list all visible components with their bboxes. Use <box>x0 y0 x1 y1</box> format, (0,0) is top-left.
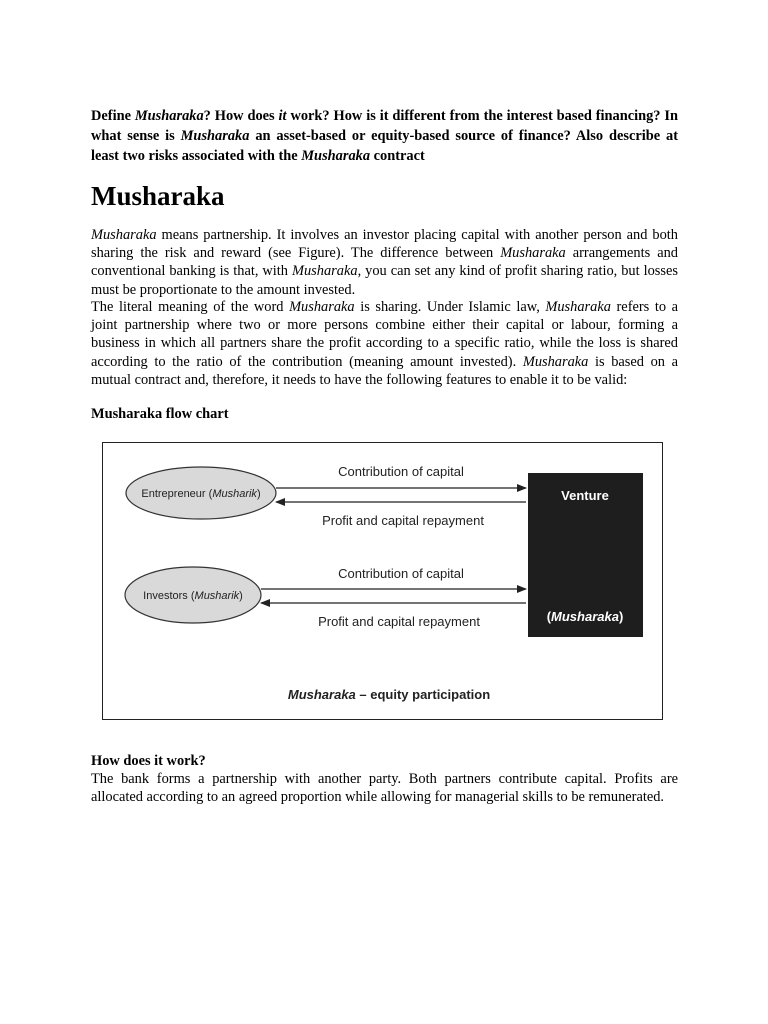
musharaka-flow-figure <box>102 442 663 720</box>
question-term: Musharaka <box>134 108 204 124</box>
term: Musharaka <box>91 227 157 243</box>
arrow-label-contribution-2: Contribution of capital <box>338 566 464 581</box>
text-span: arrangements and conventional banking is that, with <box>91 245 678 280</box>
term: Musharaka <box>545 299 611 315</box>
term: Musharaka <box>500 245 566 262</box>
text-span: refers to a joint partnership where two or more persons combine either their capital or labour, forming a business in which all partners share the profit according to a specific ratio, while the loss is shared according to the ratio of the contribution (meaning amount invested). <box>91 299 678 370</box>
question-term: Musharaka <box>301 148 371 164</box>
question-term: Musharaka <box>180 128 250 144</box>
text-span: means partnership. It involves an investor placing capital with another person and both sharing the risk and reward (see Figure). The difference between <box>91 227 678 262</box>
arrow-label-repayment-2: Profit and capital repayment <box>318 614 480 629</box>
question-span: contract <box>370 148 425 164</box>
text-span: The literal meaning of the word <box>91 299 290 315</box>
arrow-label-repayment-1: Profit and capital repayment <box>322 513 484 528</box>
paragraph-meaning <box>91 298 678 389</box>
question-term: it <box>278 108 287 124</box>
flow-chart-caption: Musharaka flow chart <box>91 406 229 422</box>
text-span: is based on a mutual contract and, therefore, it needs to have the following features to enable it to be valid: <box>91 353 678 388</box>
question-span: Define <box>91 108 135 124</box>
paragraph-how-it-works: The bank forms a partnership with another party. Both partners contribute capital. Profits are allocated according to an agreed proportion while allowing for managerial skills to be remunerated. <box>91 771 678 806</box>
paragraph-definition <box>91 226 678 299</box>
text-span: is sharing. Under Islamic law, <box>354 299 546 315</box>
figure-footer: Musharaka – equity participation <box>287 687 491 702</box>
term: Musharaka <box>292 263 358 280</box>
arrow-label-contribution-1: Contribution of capital <box>338 464 464 479</box>
venture-subtitle: (Musharaka) <box>546 609 624 624</box>
question-span: ? How does <box>203 108 279 124</box>
investors-label: Investors (Musharik) <box>143 590 243 602</box>
text-span: , you can set any kind of profit sharing ratio, but losses must be proportionate to the amount invested. <box>91 263 678 298</box>
question-text <box>91 106 678 166</box>
how-it-works-heading: How does it work? <box>91 753 206 769</box>
question-span: an asset-based or equity-based source of finance? Also describe at least two risks associated with the <box>91 128 678 164</box>
term: Musharaka <box>522 353 589 370</box>
section-heading: Musharaka <box>91 181 225 211</box>
entrepreneur-label: Entrepreneur (Musharik) <box>141 488 261 500</box>
term: Musharaka <box>289 299 355 315</box>
question-span: work? How is it different from the interest based financing? In what sense is <box>91 108 679 144</box>
flow-diagram <box>103 443 664 721</box>
venture-title: Venture <box>561 488 609 503</box>
